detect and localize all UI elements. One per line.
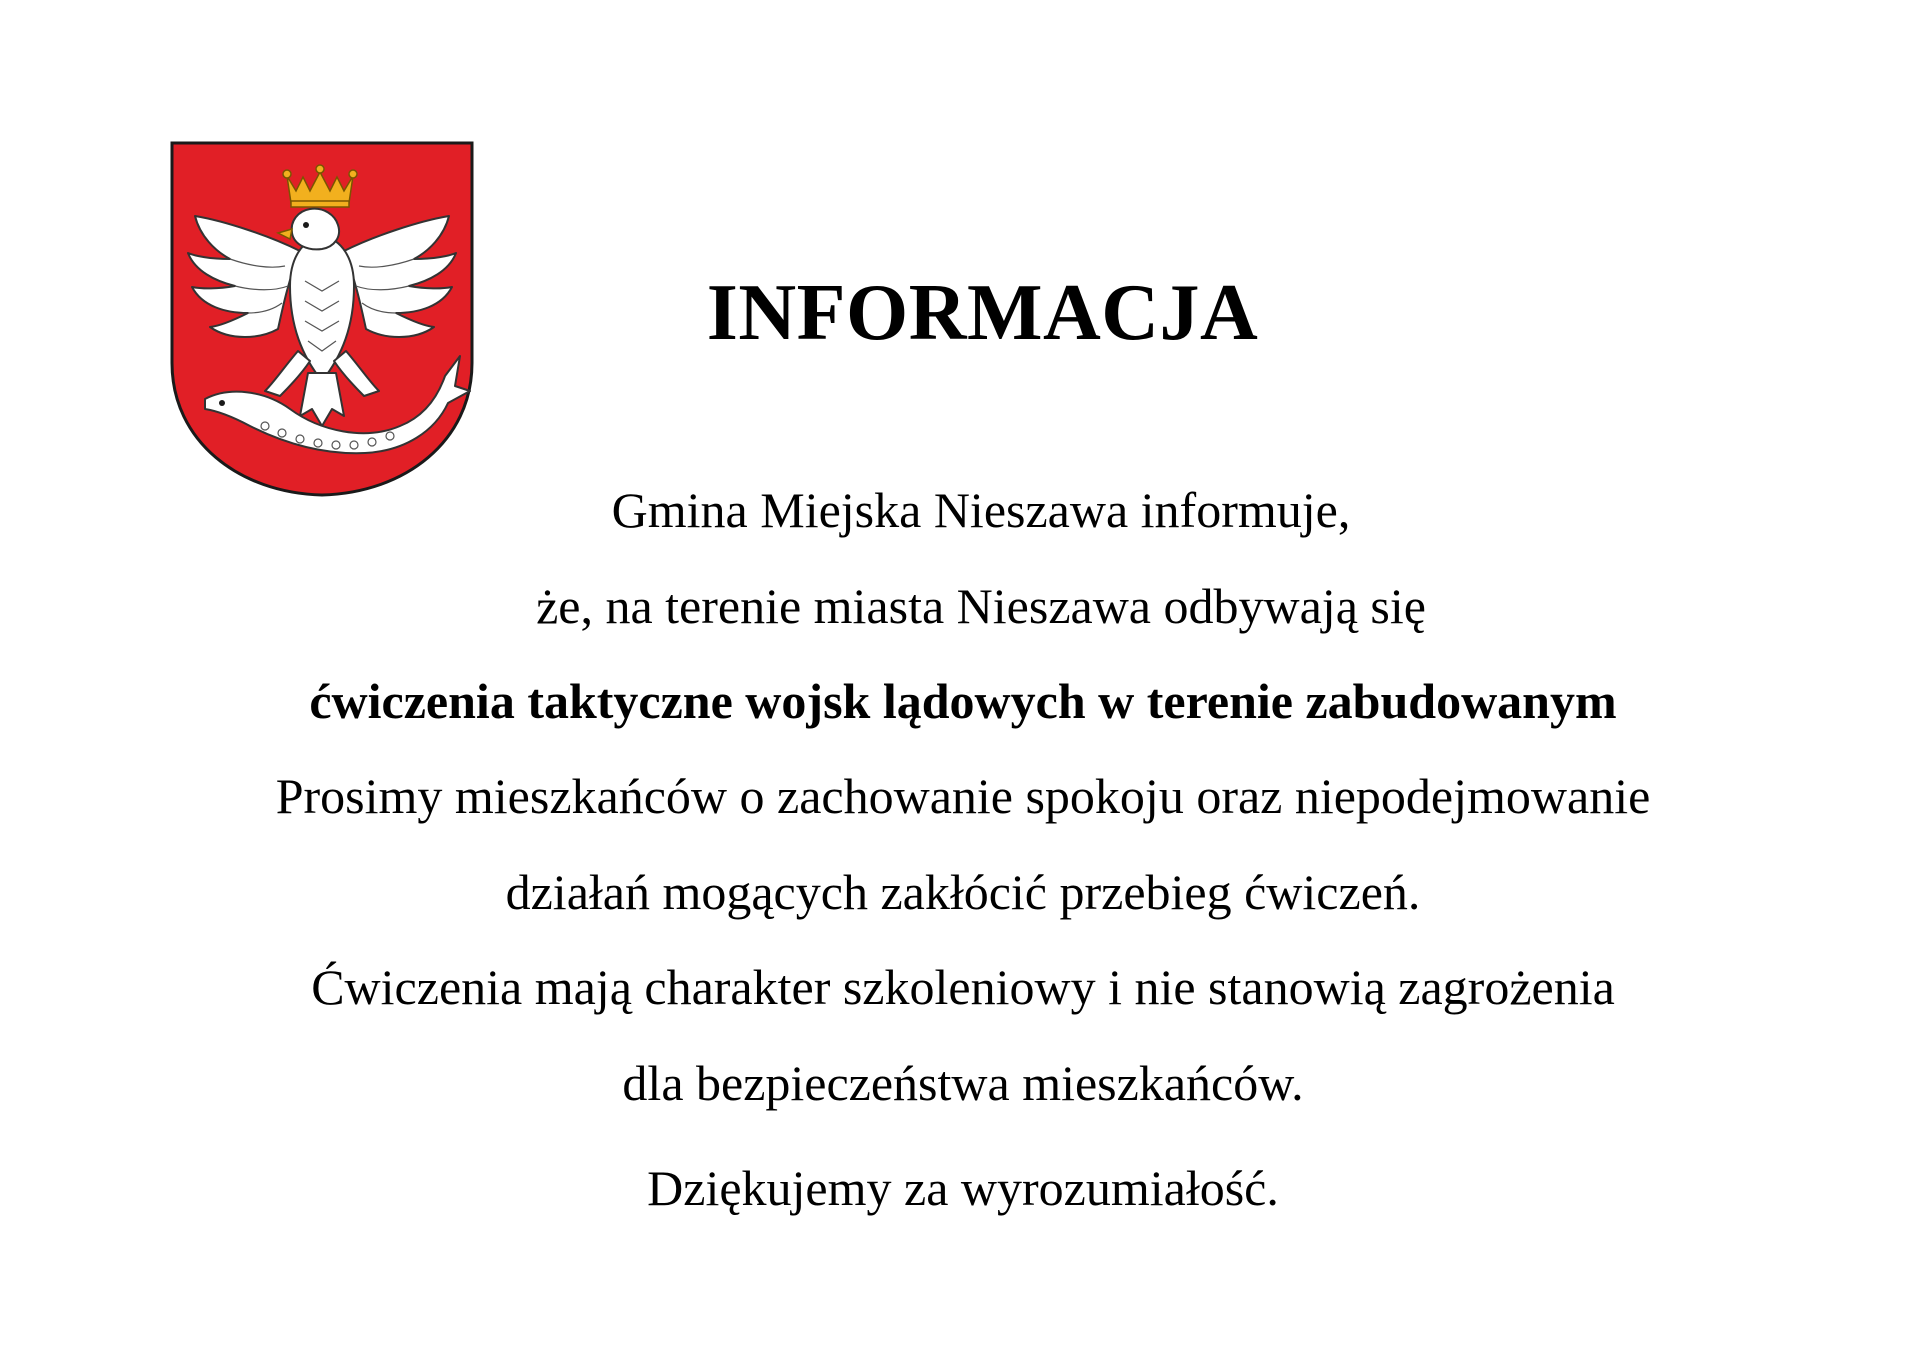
- notice-line-7: dla bezpieczeństwa mieszkańców.: [622, 1055, 1304, 1111]
- notice-title: INFORMACJA: [706, 269, 1259, 357]
- notice-line-4: Prosimy mieszkańców o zachowanie spokoju oraz niepodejmowanie: [275, 768, 1651, 824]
- notice-line-3-emphasis: ćwiczenia taktyczne wojsk lądowych w terenie zabudowanym: [309, 673, 1617, 729]
- notice-line-8: Dziękujemy za wyrozumiałość.: [647, 1160, 1279, 1216]
- notice-line-2: że, na terenie miasta Nieszawa odbywają się: [536, 578, 1426, 634]
- notice-line-1: Gmina Miejska Nieszawa informuje,: [611, 482, 1351, 538]
- notice-line-5: działań mogących zakłócić przebieg ćwiczeń.: [505, 864, 1421, 920]
- notice-line-6: Ćwiczenia mają charakter szkoleniowy i nie stanowią zagrożenia: [311, 959, 1615, 1015]
